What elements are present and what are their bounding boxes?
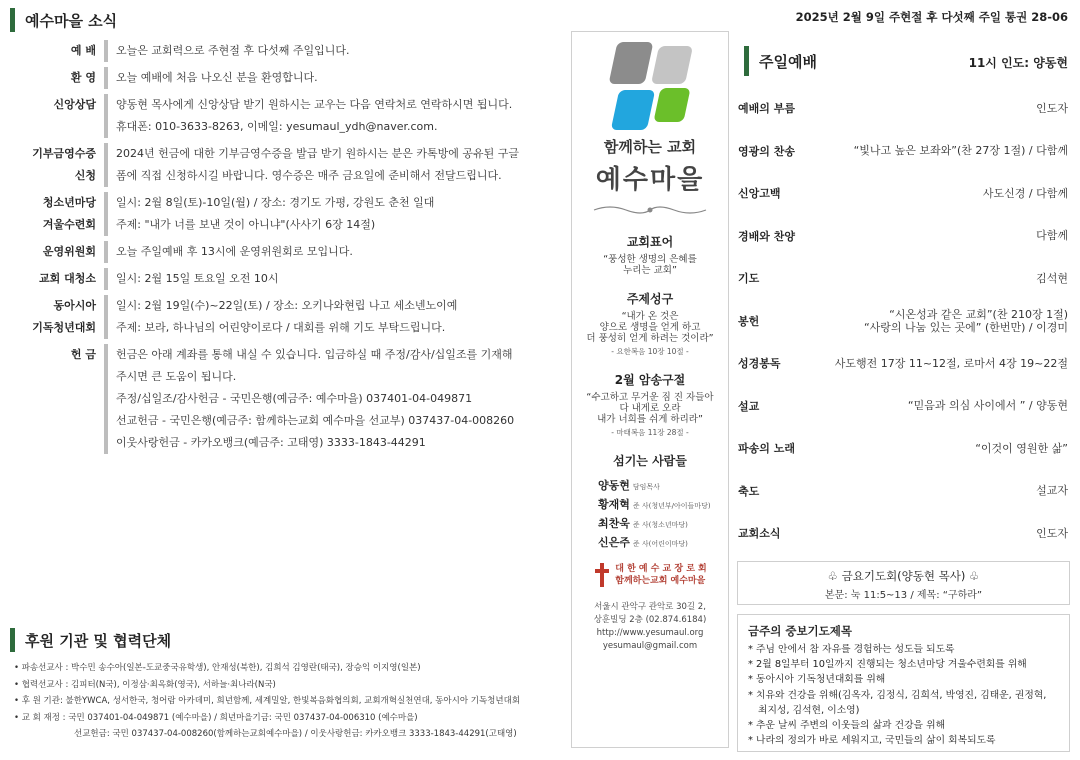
prayer-request-item: * 나라의 정의가 바로 세워지고, 국민들의 삶이 회복되도록: [748, 735, 996, 747]
memory-verse-title: 2월 암송구절: [614, 373, 686, 387]
news-label-line: 기독청년대회: [32, 321, 96, 334]
worship-order-row: [738, 87, 1068, 130]
worship-order-row: [738, 257, 1068, 300]
worship-order-row: [738, 427, 1068, 470]
worship-order-value-line: 인도자: [1036, 526, 1068, 540]
church-address: [572, 601, 728, 653]
worship-order-value: [1036, 272, 1068, 285]
memory-verse-line: “수고하고 무거운 짐 진 자들아: [586, 392, 714, 403]
worship-order-row: [738, 342, 1068, 385]
worship-order-value-line: 인도자: [1036, 101, 1068, 115]
server-item: [598, 477, 728, 496]
memory-verse-line: 내가 너희를 쉬게 하리라”: [597, 414, 703, 425]
news-label-line: 헌 금: [70, 348, 96, 361]
church-logo-icon: [605, 42, 695, 132]
worship-order-value: [1036, 484, 1068, 497]
logo-gray-shape: [609, 42, 654, 84]
worship-order-value: [1036, 527, 1068, 540]
news-body-line: 이웃사랑헌금 - 카카오뱅크(예금주: 고태영) 3333-1843-44291: [116, 436, 426, 449]
news-body-line: 주제: 보라, 하나님의 어린양이로다 / 대회를 위해 기도 부탁드립니다.: [116, 321, 446, 334]
news-body-line: 주시면 큰 도움이 됩니다.: [116, 370, 237, 383]
worship-order-name: 영광의 찬송: [738, 144, 795, 158]
worship-order-name: 파송의 노래: [738, 442, 795, 456]
worship-order-value-line: “빛나고 높은 보좌와”(찬 27장 1절) / 다함께: [853, 144, 1068, 158]
news-body-line: 일시: 2월 15일 토요일 오전 10시: [116, 272, 279, 285]
worship-order-value-line: “사랑의 나눔 있는 곳에” (한번만) / 이경미: [863, 320, 1068, 334]
prayer-request-item: * 주님 안에서 참 자유를 경험하는 성도들 되도록: [748, 644, 955, 655]
news-label-line: 환 영: [70, 71, 96, 84]
news-label: [10, 241, 104, 263]
news-body: [104, 192, 560, 236]
worship-order-value-line: 다함께: [1036, 229, 1068, 243]
news-body: [104, 344, 560, 454]
worship-leader: 11시 인도: 양동현: [968, 56, 1068, 70]
worship-order-value: [983, 187, 1068, 200]
worship-order-value-line: “이것이 영원한 삶”: [975, 441, 1068, 455]
news-label-line: 겨울수련회: [42, 218, 96, 231]
news-label-line: 예 배: [70, 44, 96, 57]
news-body: [104, 295, 560, 339]
theme-verse-line: “내가 온 것은: [621, 311, 679, 322]
server-item: [598, 515, 728, 534]
section-marker-bar: [744, 46, 749, 76]
news-body: [104, 40, 560, 62]
memory-verse-line: 다 내게로 오라: [619, 403, 681, 414]
server-role: 준 사(청년부/아이들마당): [632, 502, 711, 510]
news-row: [10, 67, 560, 89]
news-label-line: 청소년마당: [42, 196, 96, 209]
prayer-request-item: * 2월 8일부터 10일까지 진행되는 청소년마당 겨울수련회를 위해: [748, 659, 1027, 671]
worship-order-value: [1036, 102, 1068, 115]
news-body-line: 폼에 직접 신청하시길 바랍니다. 영수증은 매주 금요일에 준비해서 전달드립니다.: [116, 169, 502, 182]
church-tagline: 함께하는 교회: [603, 138, 697, 156]
news-body-line: 선교헌금 - 국민은행(예금주: 함께하는교회 예수마을 선교부) 037437-04-008260: [116, 414, 515, 427]
friday-prayer-box: [737, 561, 1070, 605]
news-row: [10, 295, 560, 339]
church-info-column: [571, 31, 729, 748]
theme-verse-line: 더 풍성히 얻게 하려는 것이라”: [586, 333, 714, 344]
news-body: [104, 143, 560, 187]
worship-order-value: [1036, 229, 1068, 242]
server-role: 준 사(어린이마당): [632, 540, 688, 548]
support-item: • 후 원 기관: 불한YWCA, 성서한국, 청어람 아카데미, 희년함께, 세계밀알, 한빛복음화협의회, 교회개혁실천연대, 동아시아 기독청년대회: [14, 696, 521, 706]
servers-block: [572, 452, 728, 553]
news-body-line: 일시: 2월 8일(토)-10일(월) / 장소: 경기도 가평, 강원도 춘천 일대: [116, 196, 435, 209]
worship-order-name: 성경봉독: [738, 357, 781, 371]
news-section-header: [10, 8, 117, 32]
support-section-title: 후원 기관 및 협력단체: [25, 631, 172, 650]
logo-blue-shape: [611, 90, 656, 130]
news-row: [10, 94, 560, 138]
news-body-line: 주제: "내가 너를 보낸 것이 아니냐"(사사기 6장 14절): [116, 218, 376, 231]
prayer-request-item: * 치유와 건강을 위해(김옥자, 김정식, 김희석, 박영진, 김태운, 권정혁,: [748, 689, 1047, 701]
worship-order-row: [738, 300, 1068, 343]
worship-order-value: [835, 357, 1068, 370]
news-table: [10, 40, 560, 459]
issue-date-line: 2025년 2월 9일 주현절 후 다섯째 주일 통권 28-06: [795, 10, 1068, 24]
memory-verse-text: [572, 392, 728, 425]
news-row: [10, 241, 560, 263]
news-body-line: 2024년 헌금에 대한 기부금영수증을 발급 받기 원하시는 분은 카톡방에 공유된 구글: [116, 147, 519, 160]
memory-verse-reference: - 마태복음 11장 28절 -: [611, 428, 689, 437]
servers-title: 섬기는 사람들: [613, 454, 687, 468]
worship-order-name: 경배와 찬양: [738, 229, 795, 243]
friday-prayer-passage: 본문: 눅 11:5~13 / 제목: “구하라”: [824, 590, 983, 601]
worship-section-title: 주일예배: [759, 52, 817, 71]
servers-list: [572, 477, 728, 553]
theme-verse-line: 양으로 생명을 얻게 하고: [599, 322, 701, 333]
motto-title: 교회표어: [626, 235, 674, 249]
worship-order-value-line: “시온성과 같은 교회”(찬 210장 1절): [889, 307, 1068, 321]
news-label-line: 교회 대청소: [39, 272, 96, 285]
server-name: 양동현: [598, 479, 630, 492]
denomination-line: 대 한 예 수 교 장 로 회: [615, 564, 707, 574]
logo-green-shape: [653, 88, 690, 122]
worship-order-value-line: 김석현: [1036, 271, 1068, 285]
news-body: [104, 268, 560, 290]
support-item: • 교 회 재정 : 국민 037401-04-049871 (예수마을) / 희년마을기금: 국민 037437-04-006310 (예수마을): [14, 712, 418, 723]
worship-order-row: [738, 215, 1068, 258]
worship-order-value-line: 설교자: [1036, 484, 1068, 498]
news-body: [104, 241, 560, 263]
worship-order-value-line: 사도행전 17장 11~12절, 로마서 4장 19~22절: [834, 356, 1068, 370]
prayer-request-item: 최지성, 김석현, 이소영): [758, 704, 860, 716]
news-label-line: 동아시아: [53, 299, 96, 312]
news-label: [10, 143, 104, 187]
motto-text: [572, 254, 728, 276]
news-body-line: 헌금은 아래 계좌를 통해 내실 수 있습니다. 입금하실 때 주정/감사/십일조를 기재해: [116, 348, 513, 361]
server-name: 황재혁: [598, 498, 630, 511]
prayer-requests-list: [748, 642, 1059, 748]
server-item: [598, 496, 728, 515]
worship-order-row: [738, 172, 1068, 215]
theme-verse-block: [572, 290, 728, 357]
news-label-line: 운영위원회: [42, 245, 96, 258]
news-body: [104, 94, 560, 138]
server-role: 준 사(청소년마당): [632, 521, 688, 529]
denomination-text: [615, 563, 707, 587]
worship-order-value: [864, 308, 1068, 334]
news-row: [10, 344, 560, 454]
worship-section-header: [744, 46, 817, 76]
news-label-line: 신청: [74, 169, 96, 182]
ornament-divider-icon: [590, 204, 710, 216]
support-list: [14, 660, 564, 743]
worship-order-list: [738, 87, 1068, 555]
worship-order-row: [738, 385, 1068, 428]
server-item: [598, 534, 728, 553]
prayer-requests-box: [737, 614, 1070, 752]
news-row: [10, 192, 560, 236]
prayer-request-item: * 동아시아 기독청년대회를 위해: [748, 674, 886, 686]
support-section-header: [10, 628, 171, 652]
prayer-requests-title: 금주의 중보기도제목: [748, 624, 852, 638]
news-body: [104, 67, 560, 89]
news-label: [10, 344, 104, 454]
news-body-line: 휴대폰: 010-3633-8263, 이메일: yesumaul_ydh@naver.com.: [116, 120, 438, 133]
denomination-line: 함께하는교회 예수마을: [615, 576, 706, 586]
news-body-line: 오늘 주일예배 후 13시에 운영위원회로 모입니다.: [116, 245, 353, 258]
server-name: 신은주: [598, 536, 630, 549]
news-body-line: 오늘 예배에 처음 나오신 분을 환영합니다.: [116, 71, 318, 84]
logo-light-shape: [651, 46, 693, 84]
worship-order-name: 신앙고백: [738, 187, 781, 201]
theme-verse-reference: - 요한복음 10장 10절 -: [611, 347, 689, 356]
address-line: 서울시 관악구 관악로 30길 2,: [594, 602, 706, 612]
news-body-line: 일시: 2월 19일(수)~22일(토) / 장소: 오키나와현립 나고 세소넨노이예: [116, 299, 458, 312]
support-item: 선교헌금: 국민 037437-04-008260(함께하는교회예수마을) / 이웃사랑헌금: 카카오뱅크 3333-1843-44291(고태영): [74, 729, 517, 739]
theme-verse-title: 주제성구: [626, 292, 674, 306]
news-label-line: 신앙상담: [53, 98, 96, 111]
prayer-request-item: * 추운 날씨 주변의 이웃들의 삶과 건강을 위해: [748, 720, 946, 732]
denomination-block: [572, 563, 728, 587]
address-line: 상훈빌딩 2층 (02.874.6184): [593, 615, 707, 625]
worship-order-row: [738, 130, 1068, 173]
motto-block: [572, 233, 728, 276]
worship-order-name: 예배의 부름: [738, 102, 795, 116]
friday-prayer-title: ♧ 금요기도회(양동현 목사) ♧: [827, 569, 980, 583]
worship-order-name: 설교: [738, 399, 760, 413]
section-marker-bar: [10, 8, 15, 32]
news-row: [10, 143, 560, 187]
email-link[interactable]: yesumaul@gmail.com: [602, 641, 698, 651]
worship-order-row: [738, 512, 1068, 555]
website-link[interactable]: http://www.yesumaul.org: [596, 628, 704, 638]
motto-line: “풍성한 생명의 은혜를: [603, 254, 697, 265]
church-name: 예수마을: [595, 165, 705, 195]
news-row: [10, 268, 560, 290]
worship-order-name: 봉헌: [738, 314, 760, 328]
worship-order-value-line: 사도신경 / 다함께: [982, 186, 1068, 200]
news-label: [10, 268, 104, 290]
news-label-line: 기부금영수증: [32, 147, 96, 160]
news-body-line: 오늘은 교회력으로 주현절 후 다섯째 주일입니다.: [116, 44, 350, 57]
news-label: [10, 94, 104, 138]
theme-verse-text: [572, 311, 728, 344]
worship-order-value: [854, 144, 1068, 157]
worship-order-value: [975, 442, 1068, 455]
section-marker-bar: [10, 628, 15, 652]
worship-order-row: [738, 470, 1068, 513]
news-body-line: 주정/십일조/감사헌금 - 국민은행(예금주: 예수마을) 037401-04-049871: [116, 392, 473, 405]
motto-line: 누리는 교회”: [623, 265, 677, 276]
news-label: [10, 67, 104, 89]
support-item: • 협력선교사 : 김피터(N국), 이정삼·최옥화(영국), 서하늘·최나라(N국): [14, 679, 276, 690]
cross-icon: [593, 563, 611, 587]
news-section-title: 예수마을 소식: [25, 11, 118, 30]
worship-order-name: 기도: [738, 272, 760, 286]
server-name: 최찬욱: [598, 517, 630, 530]
worship-order-name: 축도: [738, 484, 760, 498]
news-row: [10, 40, 560, 62]
news-label: [10, 295, 104, 339]
memory-verse-block: [572, 371, 728, 438]
news-label: [10, 192, 104, 236]
worship-order-value-line: “믿음과 의심 사이에서 ” / 양동현: [907, 399, 1068, 413]
worship-order-name: 교회소식: [738, 527, 781, 541]
worship-order-value: [908, 399, 1068, 412]
support-item: • 파송선교사 : 박수민 송수아(일본-도쿄중국유학생), 안재성(북한), 김희석 김영란(태국), 장승익 이지영(일본): [14, 663, 421, 673]
news-label: [10, 40, 104, 62]
news-body-line: 양동현 목사에게 신앙상담 받기 원하시는 교우는 다음 연락처로 연락하시면 됩니다.: [116, 98, 513, 111]
server-role: 담임목사: [632, 483, 660, 491]
